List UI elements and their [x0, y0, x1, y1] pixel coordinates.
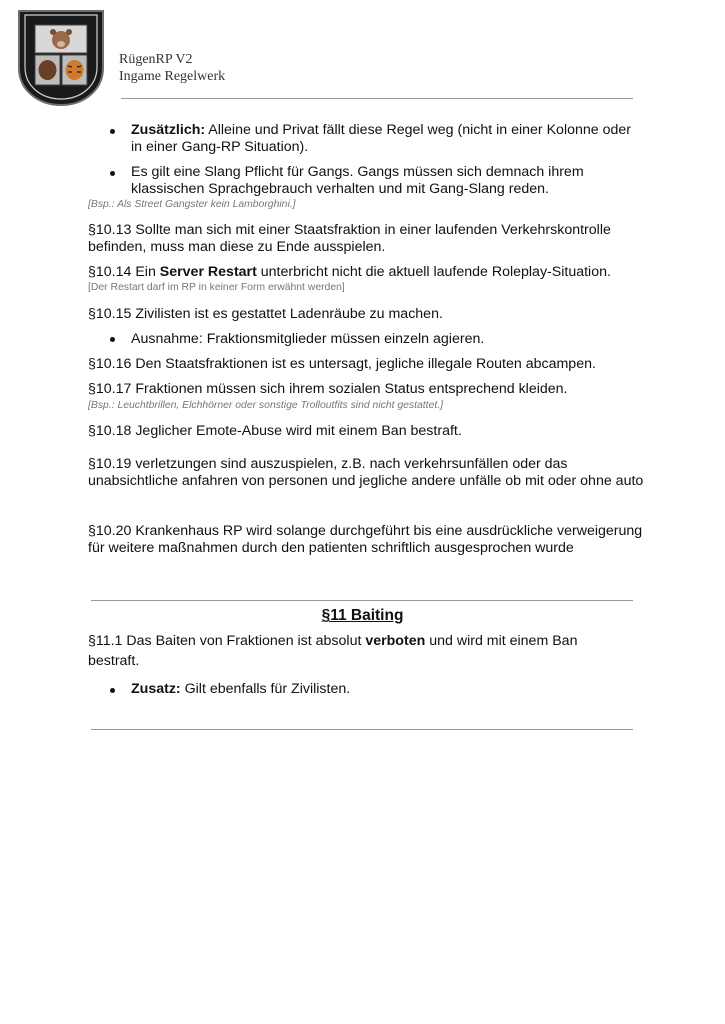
bullet-dot: [110, 171, 115, 176]
rule-10-19: §10.19 verletzungen sind auszuspielen, z.B. nach verkehrsunfällen oder das unabsichtliche anfahren von personen und jegliche andere unfälle ob mit oder ohne auto: [88, 456, 644, 489]
list-item-text: Alleine und Privat fällt diese Regel weg (nicht in einer Kolonne oder in einer Gang-RP Situation).: [131, 122, 631, 155]
section-heading: §11 Baiting: [321, 607, 404, 624]
list-item: Ausnahme: Fraktionsmitglieder müssen einzeln agieren.: [131, 331, 485, 347]
rule-text: unterbricht nicht die aktuell laufende Roleplay-Situation.: [256, 264, 611, 280]
bullet-dot: [110, 688, 115, 693]
bold-term: verboten: [365, 633, 426, 649]
list-item: [131, 122, 631, 156]
rule-10-17: §10.17 Fraktionen müssen sich ihrem sozialen Status entsprechend kleiden.: [88, 381, 568, 397]
rule-10-16: §10.16 Den Staatsfraktionen ist es untersagt, jegliche illegale Routen abcampen.: [88, 356, 596, 372]
rule-10-14: [88, 264, 648, 281]
doc-subtitle: Ingame Regelwerk: [119, 69, 226, 84]
section-divider: [91, 600, 633, 601]
bullet-dot: [110, 129, 115, 134]
header-divider: [121, 98, 633, 99]
wolf-head-icon: [39, 60, 57, 80]
example-note: [Bsp.: Leuchtbrillen, Elchhörner oder sonstige Trolloutfits sind nicht gestattet.]: [88, 400, 444, 411]
list-item-text: Gilt ebenfalls für Zivilisten.: [180, 681, 351, 697]
rule-10-20: §10.20 Krankenhaus RP wird solange durchgeführt bis eine ausdrückliche verweigerung für weitere maßnahmen durch den patienten schriftlich ausgesprochen wurde: [88, 523, 643, 556]
rule-text: §11.1 Das Baiten von Fraktionen ist absolut: [88, 633, 366, 649]
server-logo-shield: [18, 10, 104, 106]
list-item: [131, 681, 631, 698]
section-divider: [91, 729, 633, 730]
bold-label: Zusatz:: [131, 681, 181, 697]
rule-10-18: §10.18 Jeglicher Emote-Abuse wird mit einem Ban bestraft.: [88, 423, 462, 439]
list-item: Es gilt eine Slang Pflicht für Gangs. Gangs müssen sich demnach ihrem klassischen Sprachgebrauch verhalten und mit Gang-Slang reden.: [131, 164, 584, 197]
bold-term: Server Restart: [159, 264, 257, 280]
rule-11-1: [88, 631, 608, 671]
doc-title: RügenRP V2: [119, 52, 193, 67]
rule-text: und wird mit einem Ban bestraft.: [88, 633, 578, 669]
example-note: [Der Restart darf im RP in keiner Form erwähnt werden]: [88, 282, 345, 293]
tiger-head-icon: [66, 60, 84, 80]
bold-label: Zusätzlich:: [131, 122, 206, 138]
rule-10-15: §10.15 Zivilisten ist es gestattet Ladenräube zu machen.: [88, 306, 443, 322]
rule-10-13: §10.13 Sollte man sich mit einer Staatsfraktion in einer laufenden Verkehrskontrolle befinden, muss man diese zu Ende ausspielen.: [88, 222, 611, 255]
rule-text: §10.14 Ein: [88, 264, 160, 280]
example-note: [Bsp.: Als Street Gangster kein Lamborghini.]: [88, 199, 296, 210]
bullet-dot: [110, 337, 115, 342]
